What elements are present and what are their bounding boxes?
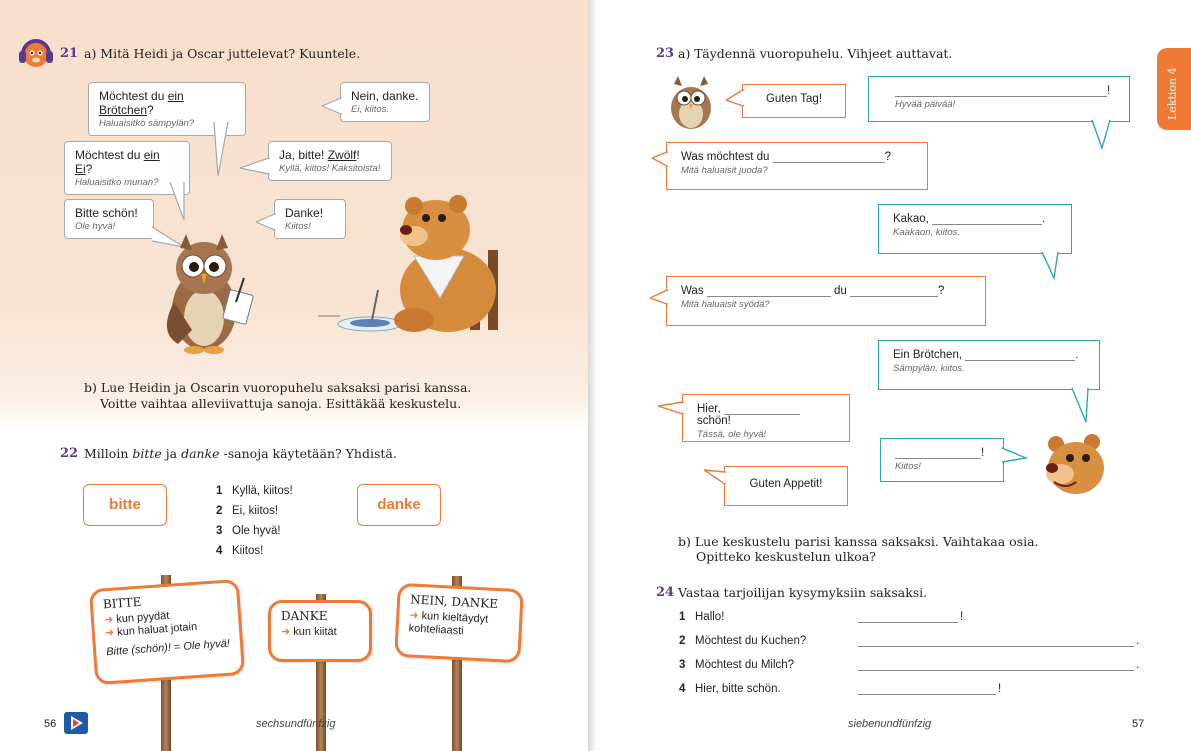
bubble-tail — [168, 182, 188, 222]
sign-bitte: BITTE ➜ kun pyydät ➜ kun haluat jotain Bitte (schön)! = Ole hyvä! — [89, 579, 245, 685]
exercise-22-number: 22 — [60, 446, 79, 461]
dialogue-bubble-guten-appetit: Guten Appetit! — [724, 466, 848, 506]
list-item[interactable]: 1 Kyllä, kiitos! — [216, 485, 293, 497]
dialogue-bubble-3: Was möchtest du ? Mitä haluaisit juoda? — [666, 142, 928, 190]
exercise-21b-instruction-line1: b) Lue Heidin ja Oscarin vuoropuhelu saksaksi parisi kanssa. — [84, 380, 472, 395]
list-item[interactable]: 3 Ole hyvä! — [216, 525, 281, 537]
bubble-tail — [726, 88, 744, 110]
answer-line-2[interactable] — [858, 646, 1134, 647]
exercise-23a-instruction: a) Täydennä vuoropuhelu. Vihjeet auttavat. — [678, 46, 953, 61]
headphones-audio-icon[interactable] — [18, 36, 54, 70]
exercise-21-number: 21 — [60, 46, 79, 61]
right-page — [600, 0, 1191, 751]
sign-nein-danke: NEIN, DANKE ➜ kun kieltäydyt kohteliaasti — [394, 583, 524, 663]
bear-head-illustration — [1040, 432, 1110, 500]
page-word-left: sechsundfünfzig — [256, 718, 336, 730]
bear-eating-illustration — [318, 190, 518, 340]
speech-bubble-5: Ja, bitte! Zwölf! Kyllä, kiitos! Kaksitoista! — [268, 141, 392, 181]
answer-item-2: 2 Möchtest du Kuchen? — [679, 635, 807, 647]
speech-bubble-4: Nein, danke. Ei, kiitos. — [340, 82, 430, 122]
speech-bubble-1: Möchtest du ein Brötchen? Haluaisitko sämpylän? — [88, 82, 246, 136]
bubble-tail — [212, 122, 230, 178]
left-page — [0, 0, 592, 751]
owl-illustration — [662, 74, 720, 130]
speech-bubble-3: Bitte schön! Ole hyvä! — [64, 199, 154, 239]
exercise-23-number: 23 — [656, 46, 675, 61]
speech-bubble-2: Möchtest du ein Ei? Haluaisitko munan? — [64, 141, 190, 195]
bubble-tail — [704, 468, 726, 488]
word-box-danke[interactable]: danke — [357, 484, 441, 526]
bubble-tail — [1002, 446, 1028, 466]
bubble-tail — [240, 156, 270, 178]
sign-danke: DANKE ➜ kun kiität — [268, 600, 372, 662]
answer-line-3[interactable] — [858, 670, 1134, 671]
answer-item-3: 3 Möchtest du Milch? — [679, 659, 795, 671]
speech-bubble-6: Danke! Kiitos! — [274, 199, 346, 239]
answer-line-1[interactable] — [858, 622, 958, 623]
matching-list — [216, 481, 293, 561]
answer-line-4[interactable] — [858, 694, 996, 695]
publisher-logo-icon — [64, 712, 88, 734]
exercise-24-number: 24 — [656, 585, 675, 600]
dialogue-bubble-6: Ein Brötchen, . Sämpylän, kiitos. — [878, 340, 1100, 390]
dialogue-bubble-guten-tag: Guten Tag! — [742, 84, 846, 118]
answer-end-1: ! — [960, 611, 964, 623]
answer-end-2: . — [1136, 635, 1140, 647]
bubble-tail — [1090, 120, 1114, 150]
answer-end-3: . — [1136, 659, 1140, 671]
list-item[interactable]: 4 Kiitos! — [216, 545, 264, 557]
exercise-22-instruction: Milloin bitte ja danke -sanoja käytetään? Yhdistä. — [84, 446, 397, 461]
dialogue-bubble-4: Kakao, . Kaakaon, kiitos. — [878, 204, 1072, 254]
dialogue-bubble-7: Hier, schön! Tässä, ole hyvä! — [682, 394, 850, 442]
exercise-23b-instruction-line2: Opitteko keskustelun ulkoa? — [696, 549, 876, 564]
dialogue-bubble-8: ! Kiitos! — [880, 438, 1004, 482]
bubble-tail — [650, 288, 668, 308]
answer-end-4: ! — [998, 683, 1002, 695]
list-item[interactable]: 2 Ei, kiitos! — [216, 505, 279, 517]
chapter-tab: Lektion 4 — [1157, 48, 1191, 130]
bubble-tail — [1040, 252, 1062, 280]
exercise-21a-instruction: a) Mitä Heidi ja Oscar juttelevat? Kuuntele. — [84, 46, 361, 61]
dialogue-bubble-2: ! Hyvää päivää! — [868, 76, 1130, 122]
bubble-tail — [652, 150, 668, 170]
bubble-tail — [256, 212, 276, 234]
answer-item-4: 4 Hier, bitte schön. — [679, 683, 781, 695]
exercise-24-instruction: Vastaa tarjoilijan kysymyksiin saksaksi. — [678, 585, 928, 600]
exercise-21b-instruction-line2: Voitte vaihtaa alleviivattuja sanoja. Esittäkää keskustelu. — [100, 396, 462, 411]
word-box-bitte[interactable]: bitte — [83, 484, 167, 526]
page-number-left: 56 — [44, 718, 57, 730]
dialogue-bubble-5: Was du ? Mitä haluaisit syödä? — [666, 276, 986, 326]
page-number-right: 57 — [1132, 718, 1145, 730]
bubble-tail — [1070, 388, 1092, 424]
page-word-right: siebenundfünfzig — [848, 718, 932, 730]
exercise-23b-instruction-line1: b) Lue keskustelu parisi kanssa saksaksi. Vaihtakaa osia. — [678, 534, 1039, 549]
bubble-tail — [322, 96, 342, 118]
bubble-tail — [658, 400, 684, 416]
owl-waiter-illustration — [148, 232, 260, 356]
answer-item-1: 1 Hallo! — [679, 611, 725, 623]
